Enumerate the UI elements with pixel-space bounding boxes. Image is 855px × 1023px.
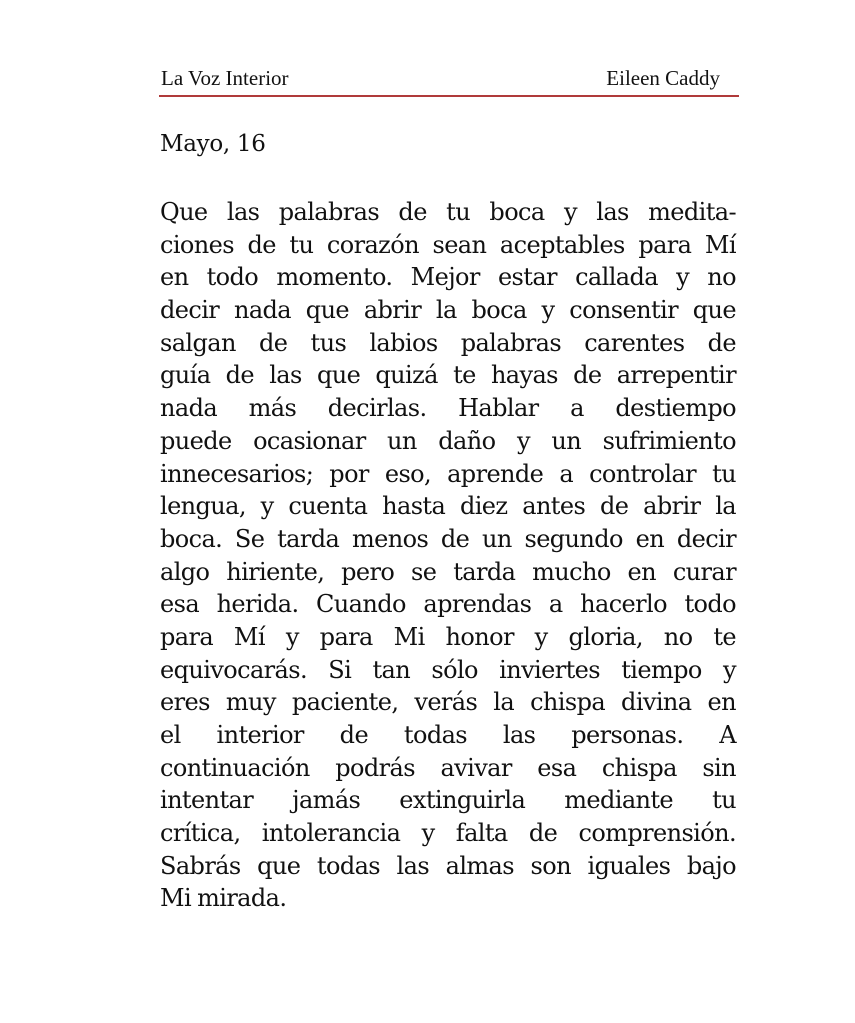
text-line: continuación podrás avivar esa chispa sin xyxy=(160,753,736,782)
book-title: La Voz Interior xyxy=(161,66,289,90)
text-line: salgan de tus labios palabras carentes de xyxy=(160,328,736,357)
text-line: algo hiriente, pero se tarda mucho en curar xyxy=(160,557,736,586)
text-line: Sabrás que todas las almas son iguales bajo xyxy=(160,851,736,880)
text-line: Mi mirada. xyxy=(160,884,287,913)
running-header xyxy=(159,66,738,96)
text-line: decir nada que abrir la boca y consentir que xyxy=(160,296,736,325)
text-line: nada más decirlas. Hablar a destiempo xyxy=(160,394,736,423)
text-line: ciones de tu corazón sean aceptables para Mí xyxy=(160,230,736,259)
text-line: el interior de todas las personas. A xyxy=(160,721,736,749)
author-name: Eileen Caddy xyxy=(606,66,720,90)
text-line: para Mí y para Mi honor y gloria, no te xyxy=(160,622,736,651)
text-line: crítica, intolerancia y falta de comprensión. xyxy=(160,819,736,848)
text-line: boca. Se tarda menos de un segundo en decir xyxy=(160,524,736,553)
text-line: lengua, y cuenta hasta diez antes de abrir la xyxy=(160,492,736,521)
text-line: equivocarás. Si tan sólo inviertes tiempo y xyxy=(160,655,736,684)
text-line: guía de las que quizá te hayas de arrepentir xyxy=(160,361,736,390)
entry-paragraph xyxy=(160,196,736,915)
text-line: eres muy paciente, verás la chispa divina en xyxy=(160,688,736,717)
header-divider xyxy=(159,95,739,97)
entry-date: Mayo, 16 xyxy=(160,131,266,157)
text-line: intentar jamás extinguirla mediante tu xyxy=(160,786,736,815)
text-line: en todo momento. Mejor estar callada y no xyxy=(160,263,736,292)
text-line: puede ocasionar un daño y un sufrimiento xyxy=(160,426,736,455)
text-line: innecesarios; por eso, aprende a controlar tu xyxy=(160,459,736,488)
text-line: esa herida. Cuando aprendas a hacerlo todo xyxy=(160,590,736,619)
text-line: Que las palabras de tu boca y las medita- xyxy=(160,198,736,226)
